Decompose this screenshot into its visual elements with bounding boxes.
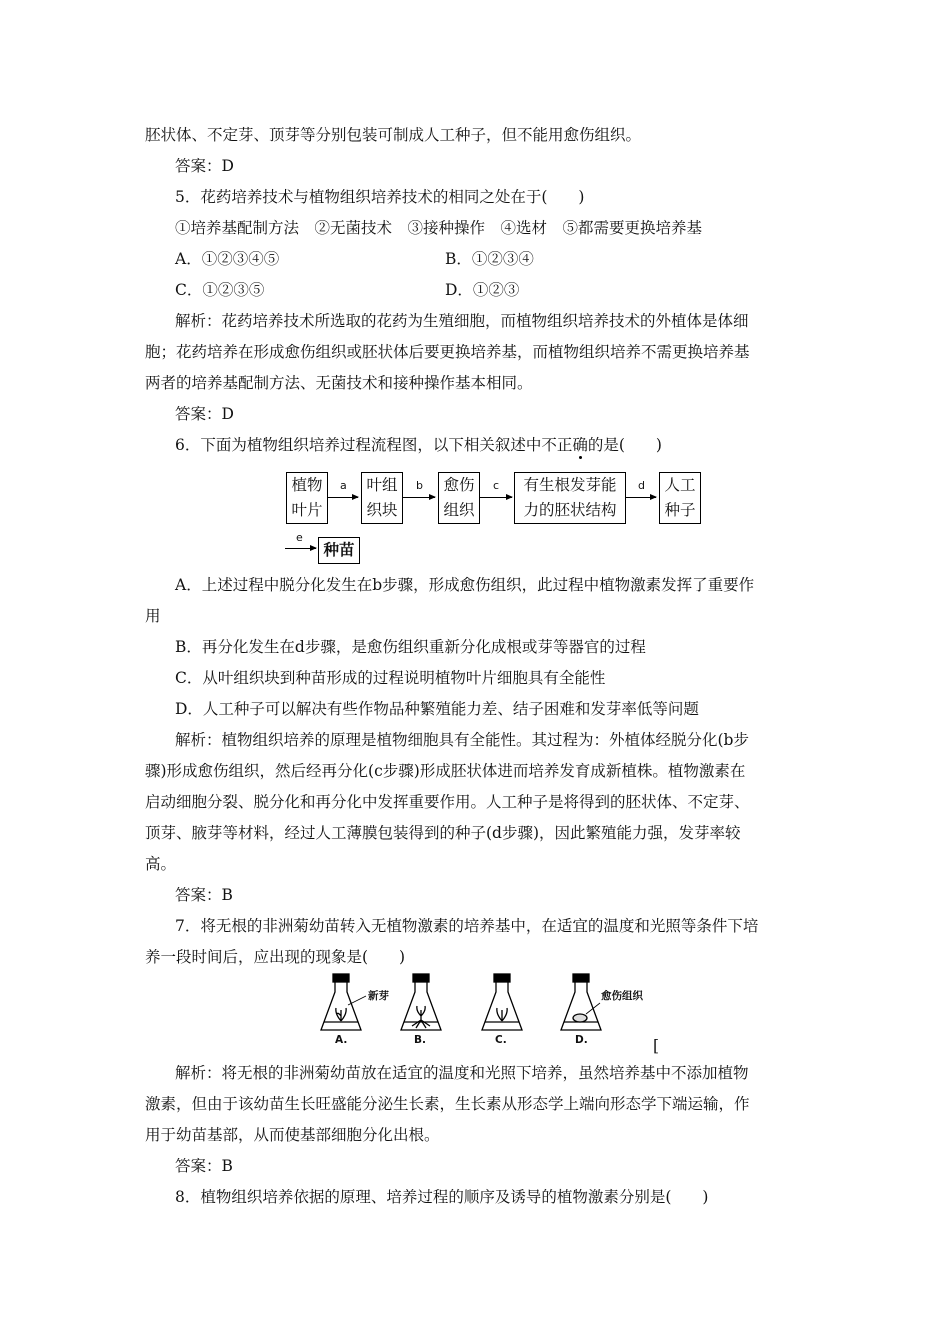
flask-label-d: D.: [575, 1034, 588, 1046]
q6-option-a-cont: 用: [145, 607, 161, 625]
flow-arrow-label: a: [340, 479, 347, 492]
q6-option-a: A．上述过程中脱分化发生在b步骤，形成愈伤组织，此过程中植物激素发挥了重要作: [175, 576, 755, 594]
q7-explanation: 解析：将无根的非洲菊幼苗放在适宜的温度和光照下培养，虽然培养基中不添加植物: [175, 1064, 749, 1082]
q5-option-a: A．①②③④⑤: [175, 250, 280, 268]
q5-option-c: C．①②③⑤: [175, 281, 265, 299]
q7-answer: 答案：B: [175, 1157, 233, 1175]
flow-arrow-label: b: [416, 479, 423, 492]
flow-box-label: 愈伤 组织: [443, 476, 475, 519]
flask-d: [561, 982, 601, 1030]
q5-explanation: 解析：花药培养技术所选取的花药为生殖细胞，而植物组织培养技术的外植体是体细: [175, 312, 749, 330]
flask-a: [321, 982, 361, 1030]
flow-box-callus: [438, 472, 480, 524]
question-5: 5．花药培养技术与植物组织培养技术的相同之处在于( ): [175, 188, 585, 206]
flow-arrow: [328, 497, 358, 498]
q5-answer: 答案：D: [175, 405, 234, 423]
flow-box-label: 植物 叶片: [291, 476, 323, 519]
flow-box-label: 有生根发芽能 力的胚状结构: [523, 476, 617, 519]
q7-explanation: 激素，但由于该幼苗生长旺盛能分泌生长素，生长素从形态学上端向形态学下端运输，作: [145, 1095, 750, 1113]
flask-stopper: [494, 974, 510, 982]
flow-box-label: 叶组 织块: [366, 476, 398, 519]
flask-drawings: [318, 972, 638, 1040]
flow-box-label: 种苗: [323, 540, 355, 559]
q6-option-c: C．从叶组织块到种苗形成的过程说明植物叶片细胞具有全能性: [175, 669, 606, 687]
flask-label-c: C.: [495, 1034, 507, 1046]
plant-b: [412, 1006, 430, 1028]
flow-arrow: [626, 497, 656, 498]
flow-arrow: [403, 497, 435, 498]
q6-option-b: B．再分化发生在d步骤，是愈伤组织重新分化成根或芽等器官的过程: [175, 638, 646, 656]
flow-arrow-label: d: [638, 479, 645, 492]
q5-items: ①培养基配制方法 ②无菌技术 ③接种操作 ④选材 ⑤都需要更换培养基: [175, 219, 703, 237]
flask-stopper: [413, 974, 429, 982]
callus-label: 愈伤组织: [601, 990, 643, 1002]
text-line: 胚状体、不定芽、顶芽等分别包装可制成人工种子，但不能用愈伤组织。: [145, 126, 642, 144]
answer-line: 答案：D: [175, 157, 234, 175]
q6-option-d: D．人工种子可以解决有些作物品种繁殖能力差、结子困难和发芽率低等问题: [175, 700, 699, 718]
q6-explanation: 骤)形成愈伤组织，然后经再分化(c步骤)形成胚状体进而培养发育成新植株。植物激素在: [145, 762, 746, 780]
question-7-cont: 养一段时间后，应出现的现象是( ): [145, 948, 406, 966]
q6-explanation: 解析：植物组织培养的原理是植物细胞具有全能性。其过程为：外植体经脱分化(b步: [175, 731, 749, 749]
flow-box-seedling: [318, 537, 360, 564]
plant-a: [336, 1008, 346, 1021]
q5-explanation: 胞；花药培养在形成愈伤组织或胚状体后要更换培养基，而植物组织培养不需更换培养基: [145, 343, 750, 361]
flow-box-embryoid: [514, 472, 626, 524]
flow-arrow-label: e: [296, 531, 303, 544]
flow-box-tissue-block: [361, 472, 403, 524]
q6-explanation: 高。: [145, 855, 177, 873]
plant-c: [497, 1008, 507, 1021]
flow-box-artificial-seed: [659, 472, 701, 524]
flow-arrow-label: c: [493, 479, 500, 492]
question-6: 6．下面为植物组织培养过程流程图，以下相关叙述中不正确的是( ): [175, 436, 662, 454]
flow-arrow: [285, 548, 316, 549]
q6-explanation: 顶芽、腋芽等材料，经过人工薄膜包装得到的种子(d步骤)，因此繁殖能力强，发芽率较: [145, 824, 741, 842]
flow-box-label: 人工 种子: [664, 476, 696, 519]
question-7: 7．将无根的非洲菊幼苗转入无植物激素的培养基中，在适宜的温度和光照等条件下培: [175, 917, 759, 935]
flask-stopper: [333, 974, 349, 982]
flow-box-leaf: [286, 472, 328, 524]
callus-lump: [573, 1014, 587, 1022]
flask-b: [401, 982, 441, 1030]
q6-answer: 答案：B: [175, 886, 233, 904]
flask-label-a: A.: [335, 1034, 348, 1046]
q6-explanation: 启动细胞分裂、脱分化和再分化中发挥重要作用。人工种子是将得到的胚状体、不定芽、: [145, 793, 750, 811]
new-bud-label: 新芽: [368, 990, 389, 1002]
stray-bracket: [: [653, 1037, 660, 1055]
flask-stopper: [573, 974, 589, 982]
flask-label-b: B.: [414, 1034, 426, 1046]
q5-option-d: D．①②③: [445, 281, 520, 299]
emphasis-dot: [579, 456, 582, 459]
question-8: 8．植物组织培养依据的原理、培养过程的顺序及诱导的植物激素分别是( ): [175, 1188, 709, 1206]
q7-explanation: 用于幼苗基部，从而使基部细胞分化出根。: [145, 1126, 440, 1144]
q5-option-b: B．①②③④: [445, 250, 534, 268]
flask-c: [482, 982, 522, 1030]
q5-explanation: 两者的培养基配制方法、无菌技术和接种操作基本相同。: [145, 374, 533, 392]
flow-arrow: [480, 497, 512, 498]
